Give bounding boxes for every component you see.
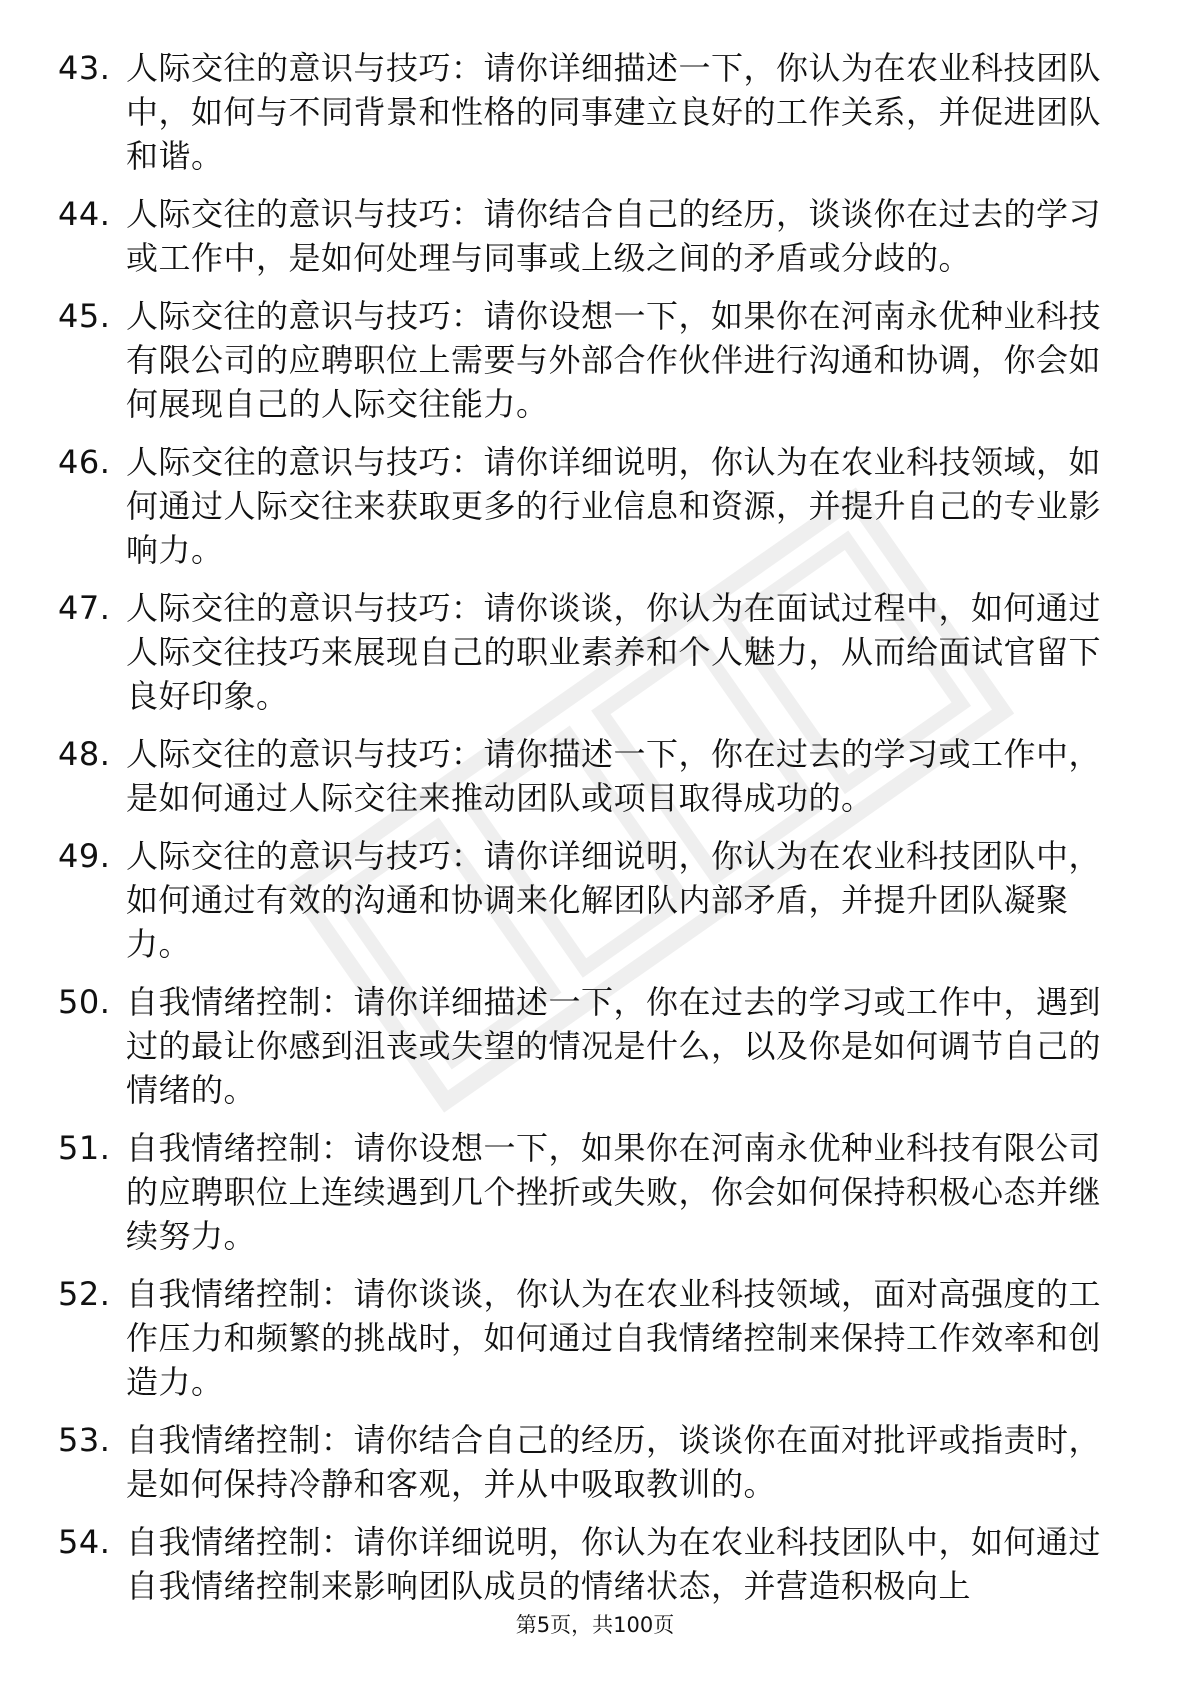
question-item [58,834,1128,966]
question-text: 人际交往的意识与技巧：请你谈谈，你认为在面试过程中，如何通过人际交往技巧来展现自己的职业素养和个人魅力，从而给面试官留下良好印象。 [126,589,1102,715]
question-number: 46. [58,443,111,481]
question-text: 自我情绪控制：请你详细描述一下，你在过去的学习或工作中，遇到过的最让你感到沮丧或失望的情况是什么，以及你是如何调节自己的情绪的。 [126,983,1102,1109]
question-list [58,46,1128,1622]
question-item [58,586,1128,718]
question-text: 人际交往的意识与技巧：请你设想一下，如果你在河南永优种业科技有限公司的应聘职位上需要与外部合作伙伴进行沟通和协调，你会如何展现自己的人际交往能力。 [126,297,1102,423]
question-item [58,1272,1128,1404]
question-item [58,440,1128,572]
question-item [58,1418,1128,1506]
question-item [58,46,1128,178]
question-item [58,732,1128,820]
question-number: 51. [58,1129,111,1167]
question-number: 53. [58,1421,111,1459]
question-text: 自我情绪控制：请你详细说明，你认为在农业科技团队中，如何通过自我情绪控制来影响团队成员的情绪状态，并营造积极向上 [126,1523,1102,1605]
page-footer [0,1610,1190,1640]
question-text: 人际交往的意识与技巧：请你详细描述一下，你认为在农业科技团队中，如何与不同背景和性格的同事建立良好的工作关系，并促进团队和谐。 [126,49,1102,175]
question-number: 49. [58,837,111,875]
question-text: 自我情绪控制：请你谈谈，你认为在农业科技领域，面对高强度的工作压力和频繁的挑战时，如何通过自我情绪控制来保持工作效率和创造力。 [126,1275,1102,1401]
question-item [58,980,1128,1112]
question-number: 52. [58,1275,111,1313]
question-text: 人际交往的意识与技巧：请你详细说明，你认为在农业科技领域，如何通过人际交往来获取更多的行业信息和资源，并提升自己的专业影响力。 [126,443,1102,569]
question-number: 54. [58,1523,111,1561]
question-text: 自我情绪控制：请你设想一下，如果你在河南永优种业科技有限公司的应聘职位上连续遇到几个挫折或失败，你会如何保持积极心态并继续努力。 [126,1129,1102,1255]
question-number: 50. [58,983,111,1021]
question-text: 人际交往的意识与技巧：请你详细说明，你认为在农业科技团队中，如何通过有效的沟通和协调来化解团队内部矛盾，并提升团队凝聚力。 [126,837,1102,963]
question-item [58,1126,1128,1258]
question-number: 48. [58,735,111,773]
question-number: 43. [58,49,111,87]
question-number: 45. [58,297,111,335]
question-item [58,192,1128,280]
question-number: 47. [58,589,111,627]
question-text: 自我情绪控制：请你结合自己的经历，谈谈你在面对批评或指责时，是如何保持冷静和客观，并从中吸取教训的。 [126,1421,1102,1503]
question-item [58,1520,1128,1608]
question-number: 44. [58,195,111,233]
question-item [58,294,1128,426]
page-number-label: 第5页，共100页 [515,1613,675,1637]
question-text: 人际交往的意识与技巧：请你描述一下，你在过去的学习或工作中，是如何通过人际交往来推动团队或项目取得成功的。 [126,735,1102,817]
question-text: 人际交往的意识与技巧：请你结合自己的经历，谈谈你在过去的学习或工作中，是如何处理与同事或上级之间的矛盾或分歧的。 [126,195,1102,277]
